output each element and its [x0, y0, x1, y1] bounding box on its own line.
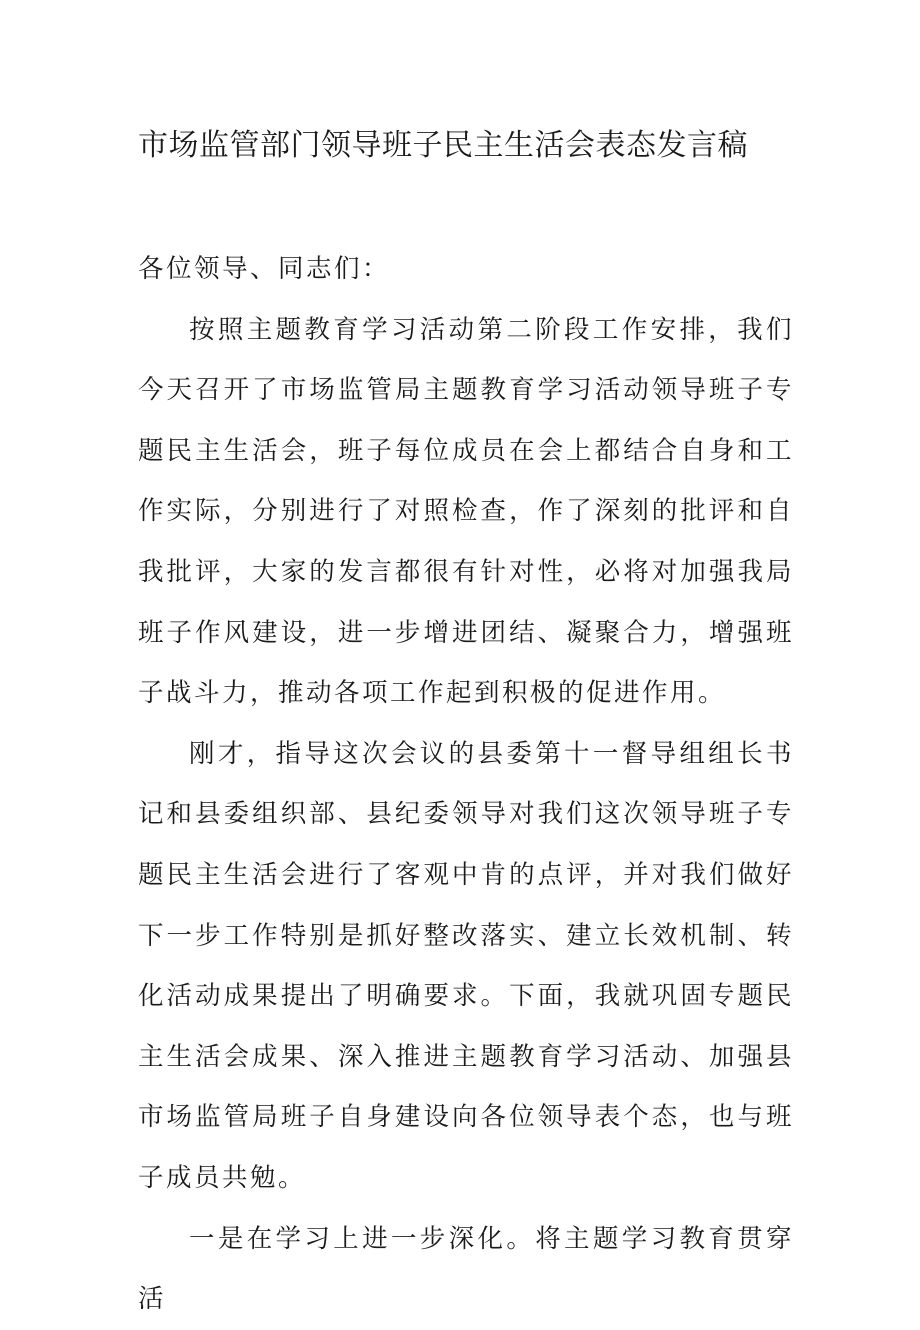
document-title: 市场监管部门领导班子民主生活会表态发言稿 — [138, 128, 748, 163]
paragraph-3: 一是在学习上进一步深化。将主题学习教育贯穿活 — [138, 1223, 794, 1315]
paragraph-1: 按照主题教育学习活动第二阶段工作安排，我们今天召开了市场监管局主题教育学习活动领导班子专题民主生活会，班子每位成员在会上都结合自身和工作实际，分别进行了对照检查，作了深刻的批评和自我批评，大家的发言都很有针对性，必将对加强我局班子作风建设，进一步增进团结、凝聚合力，增强班子战斗力，推动各项工作起到积极的促进作用。 — [138, 314, 794, 709]
paragraph-2: 刚才，指导这次会议的县委第十一督导组组长书记和县委组织部、县纪委领导对我们这次领导班子专题民主生活会进行了客观中肯的点评，并对我们做好下一步工作特别是抓好整改落实、建立长效机制、转化活动成果提出了明确要求。下面，我就巩固专题民主生活会成果、深入推进主题教育学习活动、加强县市场监管局班子自身建设向各位领导表个态，也与班子成员共勉。 — [138, 738, 794, 1193]
document-body — [138, 239, 794, 1330]
salutation: 各位领导、同志们： — [138, 254, 391, 284]
